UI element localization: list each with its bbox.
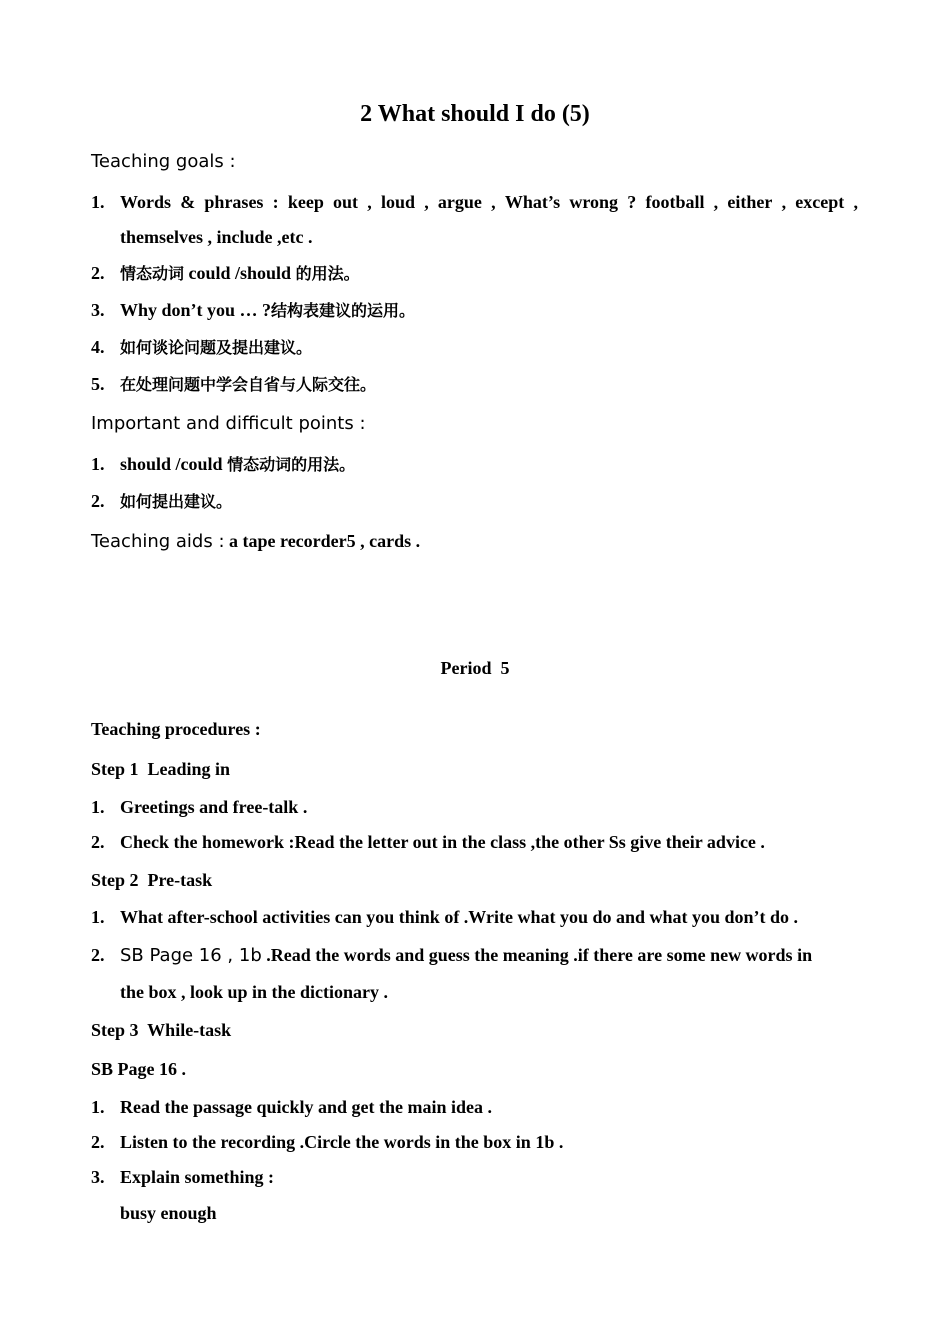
step-3-item-1-text: Read the passage quickly and get the main idea . — [120, 1097, 493, 1117]
goals-heading: Teaching goals : — [91, 151, 236, 172]
step-1-item-1-number: 1. — [91, 797, 105, 817]
step-3-item-3-text: Explain something : — [120, 1167, 275, 1187]
step-2-item-2-text: SB Page 16 , 1b .Read the words and guess the meaning .if there are some new words in — [120, 945, 813, 966]
goal-1-continuation: themselves , include ,etc . — [120, 227, 313, 247]
goal-2-text: 情态动词 could /should 的用法。 — [120, 263, 360, 283]
goal-4-number: 4. — [91, 337, 105, 357]
step-3-item-1-number: 1. — [91, 1097, 105, 1117]
point-2-text: 如何提出建议。 — [120, 492, 233, 511]
goal-5-number: 5. — [91, 374, 105, 394]
step-2-item-1-text: What after-school activities can you think of .Write what you do and what you don’t do . — [120, 907, 799, 927]
step-3-item-3-number: 3. — [91, 1167, 105, 1187]
goal-4-text: 如何谈论问题及提出建议。 — [120, 338, 313, 357]
teaching-aids: Teaching aids : a tape recorder5 , cards . — [91, 531, 421, 552]
step-2-item-2-number: 2. — [91, 945, 105, 965]
step-3-item-2-text: Listen to the recording .Circle the words in the box in 1b . — [120, 1132, 564, 1152]
goal-3-number: 3. — [91, 300, 105, 320]
procedures-heading: Teaching procedures : — [91, 719, 261, 739]
goal-1-text: Words & phrases : keep out , loud , argue , What’s wrong ? football , either , except , — [120, 192, 858, 212]
goal-5-text: 在处理问题中学会自省与人际交往。 — [120, 375, 377, 394]
step-1-item-2-text: Check the homework :Read the letter out in the class ,the other Ss give their advice . — [120, 832, 765, 852]
point-2-number: 2. — [91, 491, 105, 511]
page-title: 2 What should I do (5) — [360, 101, 590, 127]
sb-page-reference: SB Page 16 . — [91, 1059, 187, 1079]
step-1-heading: Step 1 Leading in — [91, 759, 231, 779]
step-2-item-1-number: 1. — [91, 907, 105, 927]
point-1-text: should /could 情态动词的用法。 — [120, 454, 356, 474]
step-3-item-2-number: 2. — [91, 1132, 105, 1152]
step-1-item-2-number: 2. — [91, 832, 105, 852]
period-heading: Period 5 — [440, 658, 510, 678]
step-2-item-2-continuation: the box , look up in the dictionary . — [120, 982, 389, 1002]
step-2-heading: Step 2 Pre-task — [91, 870, 213, 890]
goal-3-text: Why don’t you … ?结构表建议的运用。 — [120, 300, 416, 320]
points-heading: Important and difficult points : — [91, 413, 366, 434]
step-1-item-1-text: Greetings and free-talk . — [120, 797, 308, 817]
point-1-number: 1. — [91, 454, 105, 474]
goal-2-number: 2. — [91, 263, 105, 283]
busy-enough-text: busy enough — [120, 1203, 217, 1223]
step-3-heading: Step 3 While-task — [91, 1020, 232, 1040]
goal-1-number: 1. — [91, 192, 105, 212]
